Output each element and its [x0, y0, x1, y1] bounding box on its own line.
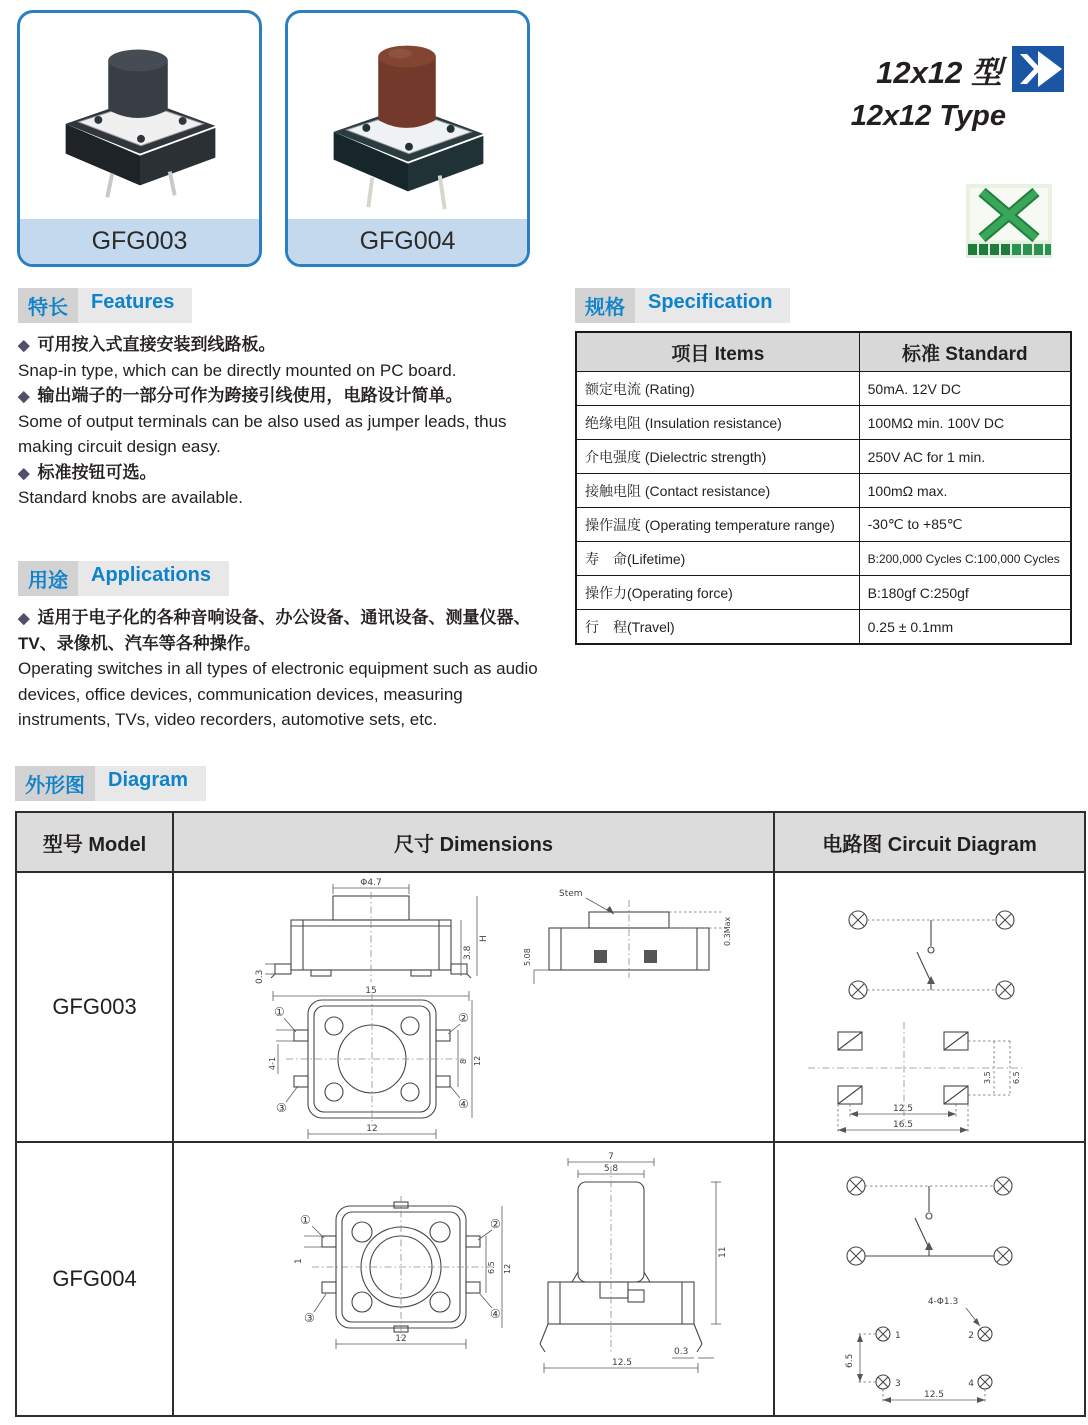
spec-value: 100mΩ max. — [859, 474, 1071, 508]
dim-label: 12.5 — [892, 1104, 914, 1114]
pin-number: ② — [458, 1011, 469, 1025]
pin-number: ① — [274, 1005, 285, 1019]
dim-label: 4-1 — [268, 1056, 277, 1070]
spec-col-items: 项目 Items — [576, 332, 859, 372]
feature-zh: 标准按钮可选。 — [37, 462, 157, 482]
feature-item — [18, 332, 555, 358]
arrow-icon — [1012, 46, 1064, 92]
applications-heading-en: Applications — [91, 564, 212, 586]
gfg004-circuit-drawing — [778, 1144, 1081, 1414]
dim-label: 3.5 — [983, 1071, 992, 1084]
dim-label: 6.5 — [1012, 1071, 1021, 1084]
application-zh: 适用于电子化的各种音响设备、办公设备、通讯设备、测量仪器、TV、录像机、汽车等各种操作。 — [18, 608, 531, 653]
specification-section — [575, 288, 1072, 645]
diagram-col-circuit: 电路图 Circuit Diagram — [774, 812, 1085, 872]
gfg003-circuit-drawing — [778, 874, 1081, 1140]
diagram-row-gfg004 — [16, 1142, 1085, 1416]
dim-label: 15 — [365, 986, 377, 996]
switch-photo-gfg004-illustration — [289, 16, 527, 216]
dimensions-drawing-gfg004 — [173, 1142, 774, 1416]
diagram-row-gfg003 — [16, 872, 1085, 1142]
diagram-col-model: 型号 Model — [16, 812, 173, 872]
pin-number: ④ — [458, 1097, 469, 1111]
dimensions-drawing-gfg003 — [173, 872, 774, 1142]
pin-number: ③ — [304, 1311, 315, 1325]
dim-label: 12 — [366, 1124, 378, 1134]
pin-number: ② — [490, 1217, 501, 1231]
hole-number: 2 — [968, 1331, 974, 1341]
gfg003-dimension-drawing — [176, 874, 771, 1140]
stem-label: Stem — [559, 889, 583, 899]
features-heading-en: Features — [91, 291, 175, 313]
dim-label: 12 — [395, 1334, 407, 1344]
dim-label: 8 — [459, 1058, 468, 1064]
features-section — [18, 288, 555, 511]
dim-label: 3.8 — [463, 945, 473, 960]
page-title — [851, 46, 1064, 133]
hole-dim-label: 4-Φ1.3 — [927, 1297, 959, 1307]
spec-heading-en: Specification — [648, 291, 773, 313]
spec-row — [576, 372, 1071, 406]
title-en: 12x12 Type — [850, 100, 1006, 132]
feature-en: Snap-in type, which can be directly mounted on PC board. — [18, 360, 457, 380]
feature-zh: 可用按入式直接安装到线路板。 — [37, 335, 276, 354]
dim-label: Φ4.7 — [360, 878, 382, 888]
spec-value: 0.25 ± 0.1mm — [859, 610, 1071, 645]
spec-row — [576, 440, 1071, 474]
features-heading-zh: 特长 — [18, 288, 78, 323]
feature-en: Some of output terminals can be also used as jumper leads, thus making circuit design easy. — [18, 411, 507, 456]
features-header — [18, 288, 192, 323]
model-cell: GFG003 — [16, 872, 173, 1142]
dim-label: 0.3 — [674, 1347, 689, 1357]
product-card-gfg003 — [17, 10, 262, 267]
diamond-bullet-icon: ◆ — [18, 610, 30, 627]
product-label: GFG003 — [20, 219, 259, 264]
spec-header-row — [576, 332, 1071, 372]
diagram-heading-en: Diagram — [108, 769, 189, 791]
dim-label: 5.08 — [523, 948, 532, 966]
hole-number: 4 — [968, 1379, 974, 1389]
diagram-table — [15, 811, 1086, 1417]
application-item — [18, 605, 558, 656]
applications-body — [18, 605, 558, 733]
dim-label: 5.8 — [603, 1164, 619, 1174]
product-photo-gfg003 — [20, 13, 259, 219]
spec-row — [576, 576, 1071, 610]
dim-label: 6.5 — [845, 1353, 855, 1368]
dim-label: H — [479, 935, 489, 942]
title-zh: 12x12 型 — [876, 54, 1002, 90]
brand-logo-icon — [966, 184, 1052, 258]
diagram-section-header — [15, 766, 206, 801]
applications-heading-zh: 用途 — [18, 561, 78, 596]
spec-item: 操作力(Operating force) — [576, 576, 859, 610]
spec-value: 250V AC for 1 min. — [859, 440, 1071, 474]
spec-row — [576, 474, 1071, 508]
spec-row — [576, 406, 1071, 440]
product-label: GFG004 — [288, 219, 527, 264]
feature-zh: 输出端子的一部分可作为跨接引线使用，电路设计简单。 — [37, 386, 463, 405]
applications-header — [18, 561, 229, 596]
feature-item — [18, 383, 555, 409]
dim-label: 7 — [608, 1152, 614, 1162]
spec-heading-zh: 规格 — [575, 288, 635, 323]
pin-number: ③ — [276, 1101, 287, 1115]
circuit-drawing-gfg003 — [774, 872, 1085, 1142]
spec-row — [576, 542, 1071, 576]
diamond-bullet-icon: ◆ — [18, 464, 30, 482]
dim-label: 0.3 — [255, 969, 265, 984]
dim-label: 16.5 — [892, 1120, 914, 1130]
dim-label: 0.3Max — [723, 916, 732, 946]
dim-label: 12.5 — [611, 1358, 633, 1368]
hole-number: 3 — [895, 1379, 901, 1389]
spec-item: 行 程(Travel) — [576, 610, 859, 645]
application-en: Operating switches in all types of electronic equipment such as audio devices, office devices, communication devices, measuring instruments, TVs, video recorders, automotive sets, etc. — [18, 659, 538, 729]
spec-value: B:180gf C:250gf — [859, 576, 1071, 610]
spec-item: 绝缘电阻 (Insulation resistance) — [576, 406, 859, 440]
applications-section — [18, 561, 558, 733]
pin-number: ④ — [490, 1307, 501, 1321]
dim-label: 12.5 — [923, 1390, 945, 1400]
dim-label: 12 — [473, 1055, 482, 1066]
model-cell: GFG004 — [16, 1142, 173, 1416]
brand-logo — [966, 184, 1052, 258]
product-card-gfg004 — [285, 10, 530, 267]
switch-photo-gfg003-illustration — [21, 16, 259, 216]
spec-value: B:200,000 Cycles C:100,000 Cycles — [859, 542, 1071, 576]
spec-item: 介电强度 (Dielectric strength) — [576, 440, 859, 474]
spec-value: 100MΩ min. 100V DC — [859, 406, 1071, 440]
pin-number: ① — [300, 1213, 311, 1227]
feature-item — [18, 460, 555, 486]
diamond-bullet-icon: ◆ — [18, 388, 30, 405]
spec-value: 50mA. 12V DC — [859, 372, 1071, 406]
dim-label: 6.5 — [487, 1261, 496, 1274]
diagram-col-dimensions: 尺寸 Dimensions — [173, 812, 774, 872]
spec-row — [576, 508, 1071, 542]
spec-value: -30℃ to +85℃ — [859, 508, 1071, 542]
dim-label: 1 — [294, 1258, 304, 1264]
spec-row — [576, 610, 1071, 645]
hole-number: 1 — [895, 1331, 901, 1341]
diagram-heading-zh: 外形图 — [15, 766, 95, 801]
circuit-drawing-gfg004 — [774, 1142, 1085, 1416]
dim-label: 11 — [718, 1246, 728, 1258]
gfg004-dimension-drawing — [176, 1144, 771, 1414]
dim-label: 12 — [503, 1263, 512, 1274]
spec-col-standard: 标准 Standard — [859, 332, 1071, 372]
spec-item: 接触电阻 (Contact resistance) — [576, 474, 859, 508]
spec-item: 寿 命(Lifetime) — [576, 542, 859, 576]
product-photo-gfg004 — [288, 13, 527, 219]
specification-table — [575, 331, 1072, 645]
specification-header — [575, 288, 790, 323]
feature-en: Standard knobs are available. — [18, 488, 243, 507]
features-body — [18, 332, 555, 511]
spec-item: 额定电流 (Rating) — [576, 372, 859, 406]
spec-item: 操作温度 (Operating temperature range) — [576, 508, 859, 542]
diagram-header-row — [16, 812, 1085, 872]
diamond-bullet-icon: ◆ — [18, 337, 30, 354]
